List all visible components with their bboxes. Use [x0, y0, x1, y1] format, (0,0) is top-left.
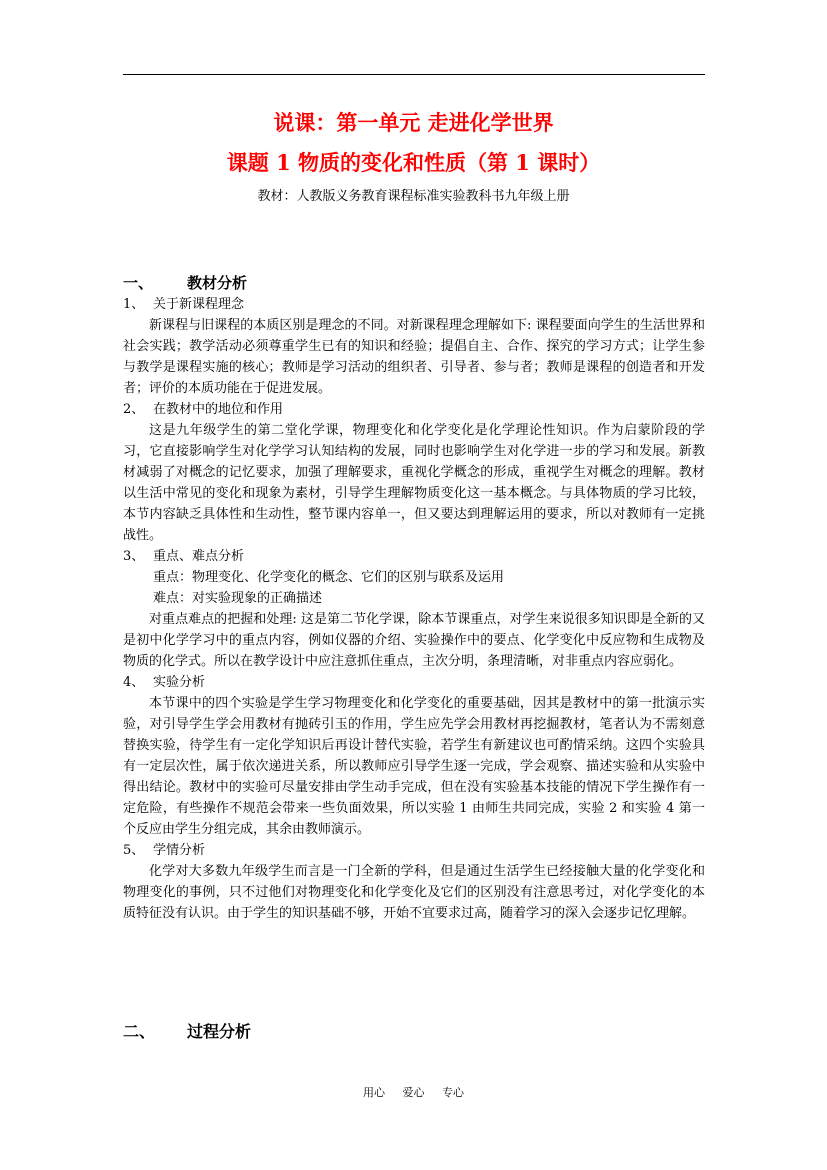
item-4-heading: [123, 672, 705, 693]
section-2-title: 过程分析: [187, 1022, 252, 1041]
page-footer: 用心 爱心 专心: [363, 1086, 464, 1099]
difficulty-line: 难点：对实验现象的正确描述: [153, 591, 323, 606]
item-1-number: 1、: [123, 297, 145, 312]
section-1-number: 一、: [123, 274, 154, 292]
item-3-title: 重点、难点分析: [153, 549, 245, 564]
item-5-heading: [123, 840, 705, 861]
item-1-paragraph: 新课程与旧课程的本质区别是理念的不同。对新课程理念理解如下: 课程要面向学生的生活世界和社会实践；教学活动必须尊重学生已有的知识和经验；提倡自主、合作、探究的学习方式；让学生参与教学是课程实施的核心；教师是学习活动的组织者、引导者、参与者；教师是课程的创造者和开发者；评价的本质功能在于促进发展。: [123, 318, 705, 396]
section-1: [123, 272, 705, 924]
item-2-title: 在教材中的地位和作用: [153, 402, 284, 417]
item-5-title: 学情分析: [153, 843, 206, 858]
item-3-paragraph: 对重点难点的把握和处理: 这是第二节化学课，除本节课重点，对学生来说很多知识即是全新的又是初中化学学习中的重点内容，例如仪器的介绍、实验操作中的要点、化学变化中反应物和生成物及物质的化学式。所以在教学设计中应注意抓住重点，主次分明，条理清晰，对非重点内容应弱化。: [123, 612, 705, 669]
item-4-paragraph: 本节课中的四个实验是学生学习物理变化和化学变化的重要基础，因其是教材中的第一批演示实验，对引导学生学会用教材有抛砖引玉的作用，学生应先学会用教材再挖掘教材，笔者认为不需刻意替换实验，待学生有一定化学知识后再设计替代实验，若学生有新建议也可酌情采纳。这四个实验具有一定层次性，属于依次递进关系，所以教师应引导学生逐一完成，学会观察、描述实验和从实验中得出结论。教材中的实验可尽量安排由学生动手完成，但在没有实验基本技能的情况下学生操作有一定危险，有些操作不规范会带来一些负面效果，所以实验 1 由师生共同完成，实验 2 和实验 4 第一个反应由学生分组完成，其余由教师演示。: [123, 696, 705, 837]
page-title: 说课：第一单元 走进化学世界: [273, 110, 554, 135]
item-3-number: 3、: [123, 549, 145, 564]
item-2-heading: [123, 399, 705, 420]
section-2-number: 二、: [123, 1022, 156, 1041]
textbook-line: 教材：人教版义务教育课程标准实验教科书九年级上册: [257, 189, 570, 204]
item-5-paragraph: 化学对大多数九年级学生而言是一门全新的学科，但是通过生活学生已经接触大量的化学变化和物理变化的事例，只不过他们对物理变化和化学变化及它们的区别没有注意思考过，对化学变化的本质特征没有认识。由于学生的知识基础不够，开始不宜要求过高，随着学习的深入会逐步记忆理解。: [123, 864, 705, 921]
header-rule: [123, 74, 705, 75]
item-1-heading: [123, 294, 705, 315]
item-1-title: 关于新课程理念: [153, 297, 245, 312]
item-4-number: 4、: [123, 675, 145, 690]
section-2-heading: [123, 1020, 251, 1044]
item-2-number: 2、: [123, 402, 145, 417]
item-4-title: 实验分析: [153, 675, 206, 690]
item-5-number: 5、: [123, 843, 145, 858]
section-1-title: 教材分析: [187, 274, 248, 292]
section-1-heading: [123, 272, 705, 294]
item-2-paragraph: 这是九年级学生的第二堂化学课，物理变化和化学变化是化学理论性知识。作为启蒙阶段的学习，它直接影响学生对化学学习认知结构的发展，同时也影响学生对化学进一步的学习和发展。新教材减弱了对概念的记忆要求，加强了理解要求，重视化学概念的形成，重视学生对概念的理解。教材以生活中常见的变化和现象为素材，引导学生理解物质变化这一基本概念。与具体物质的学习比较，本节内容缺乏具体性和生动性，整节课内容单一，但又要达到理解运用的要求，所以对教师有一定挑战性。: [123, 423, 705, 543]
key-point-line: 重点：物理变化、化学变化的概念、它们的区别与联系及运用: [153, 570, 505, 585]
item-3-heading: [123, 546, 705, 567]
lesson-title: 课题 1 物质的变化和性质（第 1 课时）: [226, 150, 601, 175]
